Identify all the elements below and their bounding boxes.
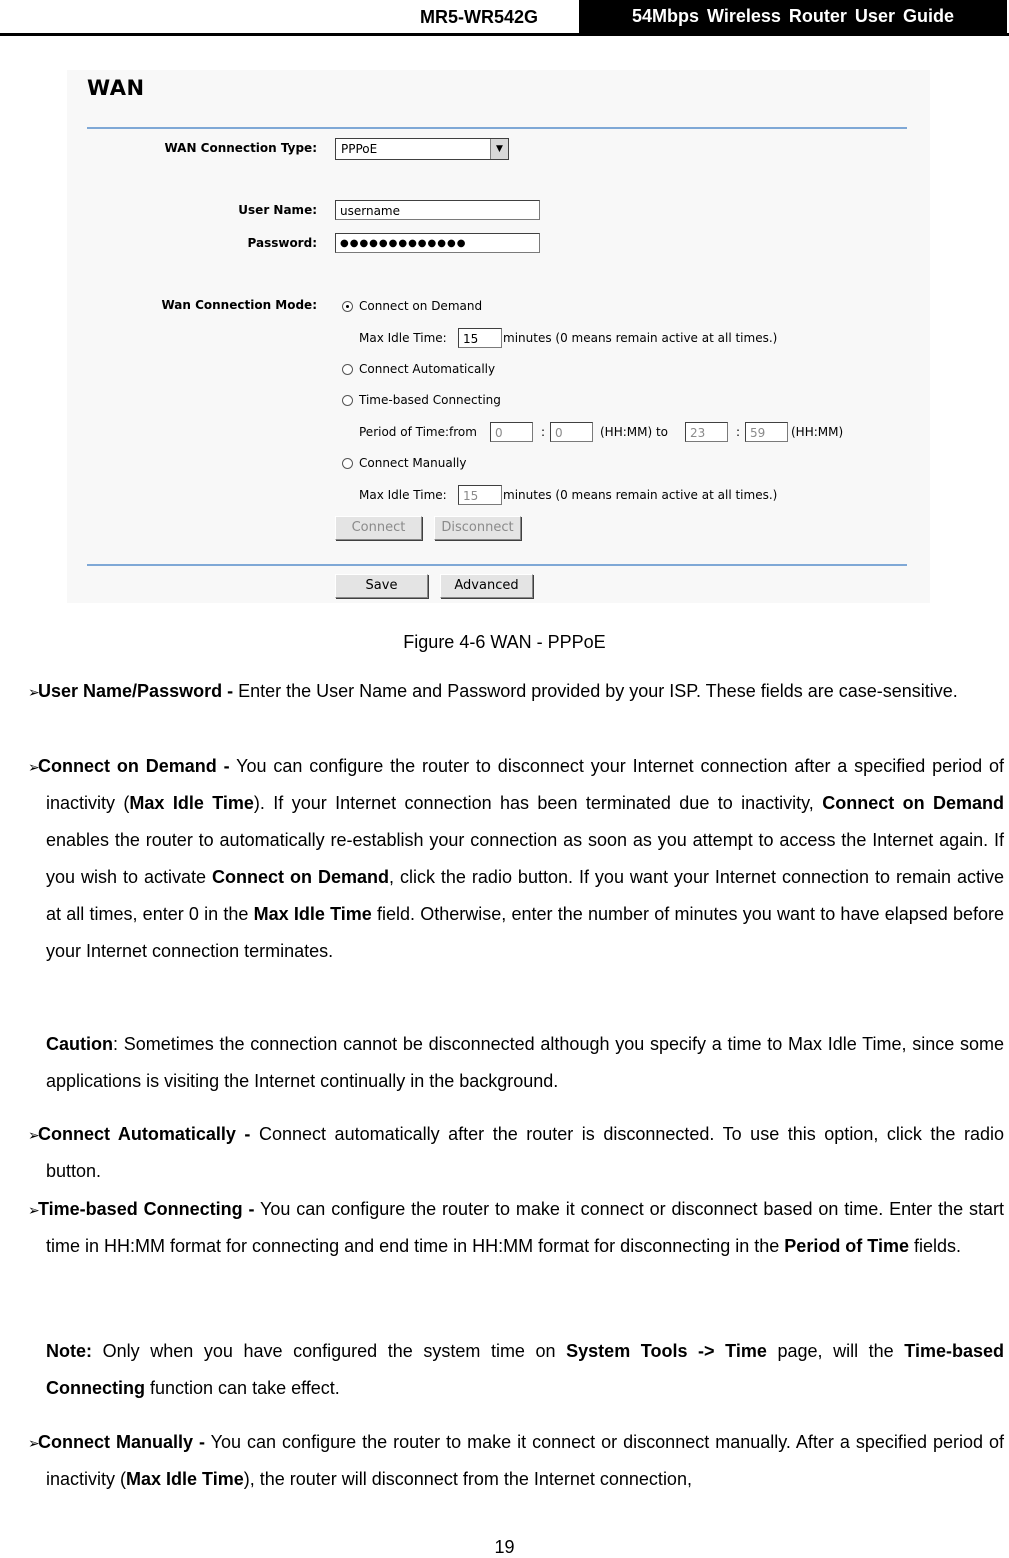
bold-demand-4: Max Idle Time bbox=[253, 904, 372, 924]
option-time-based-connecting: Time-based Connecting bbox=[359, 393, 501, 407]
password-label: Password: bbox=[247, 236, 317, 250]
item-time-based-connecting bbox=[38, 1191, 1004, 1265]
text-note-2: page, will the bbox=[766, 1341, 905, 1361]
radio-connect-manually[interactable] bbox=[342, 458, 353, 469]
disconnect-button[interactable]: Disconnect bbox=[434, 516, 521, 540]
text-note-1: Only when you have configured the system time on bbox=[92, 1341, 567, 1361]
max-idle-input-1[interactable]: 15 bbox=[458, 328, 502, 348]
option-connect-on-demand: Connect on Demand bbox=[359, 299, 483, 313]
item-connect-on-demand bbox=[38, 748, 1005, 970]
text-user-password: Enter the User Name and Password provided by your ISP. These fields are case-sensitive. bbox=[233, 681, 958, 701]
time-colon-2: : bbox=[736, 425, 741, 439]
term-caution: Caution bbox=[46, 1034, 113, 1054]
bold-demand-1: Max Idle Time bbox=[129, 793, 254, 813]
wan-connection-mode-label: Wan Connection Mode: bbox=[161, 298, 317, 312]
bold-manual-1: Max Idle Time bbox=[126, 1469, 244, 1489]
term-connect-manually: Connect Manually - bbox=[38, 1432, 205, 1452]
top-divider bbox=[87, 127, 907, 129]
item-connect-automatically bbox=[38, 1116, 1004, 1190]
save-button[interactable]: Save bbox=[335, 574, 428, 598]
hhmm-end-label: (HH:MM) bbox=[791, 425, 844, 439]
page-header bbox=[0, 0, 1009, 36]
term-time-based-connecting: Time-based Connecting - bbox=[38, 1199, 255, 1219]
user-name-input[interactable]: username bbox=[335, 200, 540, 220]
text-demand-1: You can configure the router to disconnect your Internet connection after a specified period of inactivity ( bbox=[46, 756, 1004, 813]
max-idle-input-2[interactable]: 15 bbox=[458, 485, 502, 505]
max-idle-hint-2: minutes (0 means remain active at all times.) bbox=[503, 488, 778, 502]
text-manual-2: ), the router will disconnect from the Internet connection, bbox=[243, 1469, 692, 1489]
max-idle-label-2: Max Idle Time: bbox=[359, 488, 447, 502]
bold-note-1: System Tools -> Time bbox=[566, 1341, 767, 1361]
chevron-down-icon[interactable]: ▼ bbox=[490, 139, 508, 159]
item-user-password bbox=[38, 673, 1004, 710]
bold-demand-3: Connect on Demand bbox=[212, 867, 389, 887]
text-note-3: function can take effect. bbox=[145, 1378, 340, 1398]
text-caution: : Sometimes the connection cannot be disconnected although you specify a time to Max Idle Time, since some applications is visiting the Internet continually in the background. bbox=[46, 1034, 1004, 1091]
bullet-icon: ➢ bbox=[28, 684, 40, 700]
text-demand-5: field. Otherwise, enter the number of minutes you want to have elapsed before your Internet connection terminates. bbox=[46, 904, 1004, 961]
from-hour-input[interactable]: 0 bbox=[490, 422, 533, 442]
text-demand-3: enables the router to automatically re-establish your connection as soon as you attempt to access the Internet again. If you wish to activate bbox=[46, 830, 1004, 887]
term-connect-on-demand: Connect on Demand - bbox=[38, 756, 230, 776]
bullet-icon: ➢ bbox=[28, 1127, 40, 1143]
term-connect-automatically: Connect Automatically - bbox=[38, 1124, 251, 1144]
note-paragraph bbox=[46, 1333, 1004, 1407]
password-input[interactable]: ●●●●●●●●●●●●● bbox=[335, 233, 540, 253]
page-number: 19 bbox=[494, 1537, 515, 1557]
item-connect-manually bbox=[38, 1424, 1004, 1498]
caution-paragraph bbox=[46, 1026, 1004, 1100]
period-of-time-label: Period of Time:from bbox=[359, 425, 477, 439]
figure-caption: Figure 4-6 WAN - PPPoE bbox=[403, 632, 606, 652]
header-rule bbox=[0, 33, 1009, 36]
text-time-based-2: fields. bbox=[909, 1236, 962, 1256]
term-user-password: User Name/Password - bbox=[38, 681, 234, 701]
connect-button[interactable]: Connect bbox=[335, 516, 422, 540]
term-note: Note: bbox=[46, 1341, 92, 1361]
wan-settings-figure bbox=[67, 70, 930, 603]
text-connect-automatically: Connect automatically after the router is disconnected. To use this option, click the radio button. bbox=[46, 1124, 1004, 1181]
to-hour-input[interactable]: 23 bbox=[685, 422, 728, 442]
bottom-divider bbox=[87, 564, 907, 566]
from-minute-input[interactable]: 0 bbox=[550, 422, 593, 442]
option-connect-automatically: Connect Automatically bbox=[359, 362, 496, 376]
text-time-based-1: You can configure the router to make it connect or disconnect based on time. Enter the start time in HH:MM format for connecting and end time in HH:MM format for disconnecting in the bbox=[46, 1199, 1004, 1256]
wan-connection-type-label: WAN Connection Type: bbox=[164, 141, 317, 155]
radio-time-based-connecting[interactable] bbox=[342, 395, 353, 406]
option-connect-manually: Connect Manually bbox=[359, 456, 467, 470]
max-idle-label-1: Max Idle Time: bbox=[359, 331, 447, 345]
wan-connection-type-select[interactable] bbox=[335, 138, 509, 160]
advanced-button[interactable]: Advanced bbox=[440, 574, 533, 598]
bullet-icon: ➢ bbox=[28, 1435, 40, 1451]
radio-connect-automatically[interactable] bbox=[342, 364, 353, 375]
text-manual-1: You can configure the router to make it connect or disconnect manually. After a specified period of inactivity ( bbox=[46, 1432, 1004, 1489]
text-demand-2: ). If your Internet connection has been terminated due to inactivity, bbox=[253, 793, 823, 813]
wan-connection-type-value: PPPoE bbox=[341, 142, 378, 156]
radio-connect-on-demand[interactable] bbox=[342, 301, 353, 312]
wan-title: WAN bbox=[87, 76, 145, 100]
bullet-icon: ➢ bbox=[28, 1202, 40, 1218]
bold-demand-2: Connect on Demand bbox=[822, 793, 1005, 813]
bold-time-based-1: Period of Time bbox=[784, 1236, 909, 1256]
text-demand-4: , click the radio button. If you want your Internet connection to remain active at all times, enter 0 in the bbox=[46, 867, 1004, 924]
bullet-icon: ➢ bbox=[28, 759, 40, 775]
max-idle-hint-1: minutes (0 means remain active at all times.) bbox=[503, 331, 778, 345]
header-model: MR5-WR542G bbox=[420, 7, 539, 27]
bold-note-2: Time-based Connecting bbox=[46, 1341, 1004, 1398]
hhmm-to-label: (HH:MM) to bbox=[600, 425, 669, 439]
header-title: 54Mbps Wireless Router User Guide bbox=[579, 0, 1007, 33]
time-colon-1: : bbox=[541, 425, 546, 439]
to-minute-input[interactable]: 59 bbox=[745, 422, 788, 442]
user-name-label: User Name: bbox=[238, 203, 317, 217]
